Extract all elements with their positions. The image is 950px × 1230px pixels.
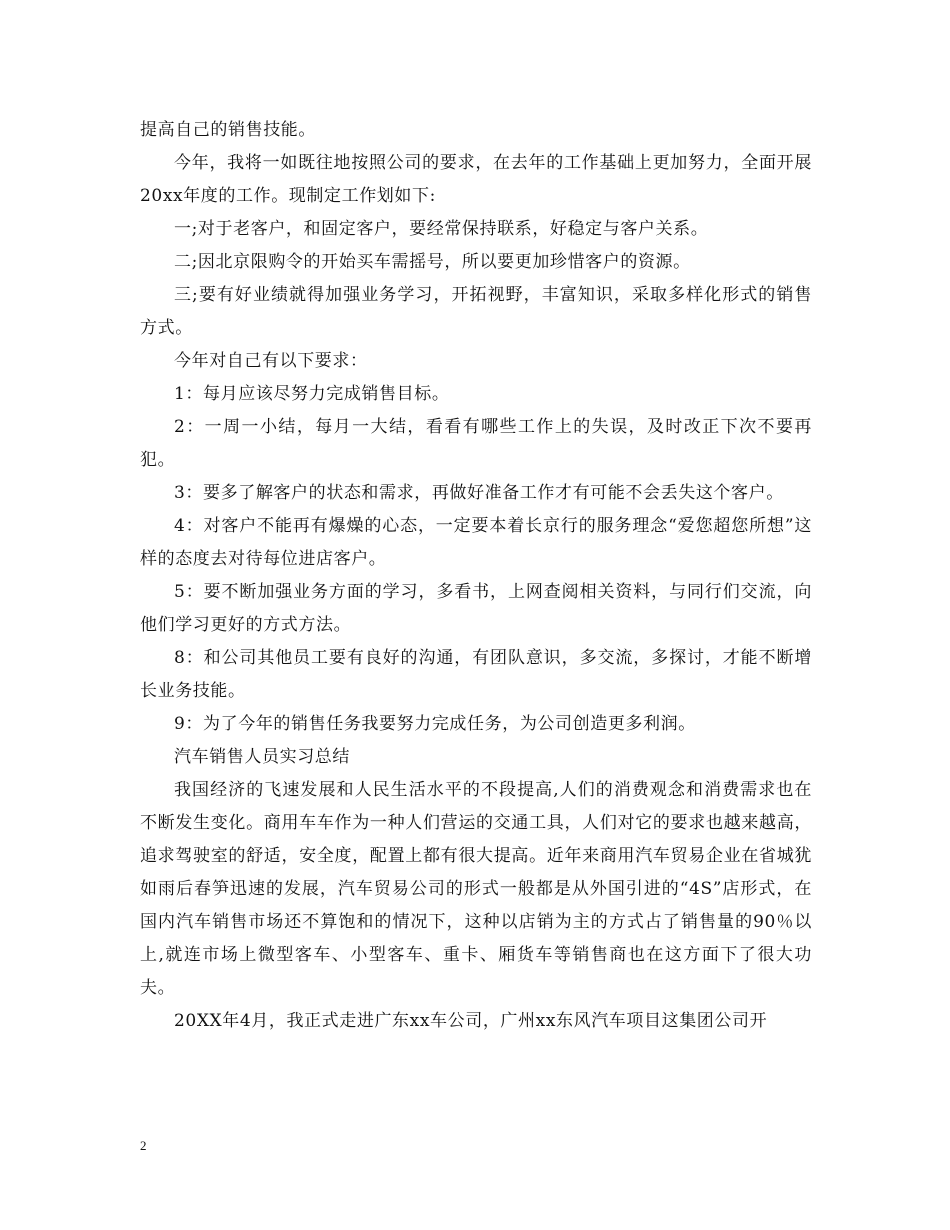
page-number: 2	[140, 1138, 147, 1153]
paragraph: 今年对自己有以下要求：	[174, 351, 368, 371]
paragraph: 3：要多了解客户的状态和需求，再做好准备工作才有可能不会丢失这个客户。	[174, 483, 784, 503]
paragraph: 提高自己的销售技能。	[140, 120, 316, 140]
paragraph: 5：要不断加强业务方面的学习，多看书，上网查阅相关资料，与同行们交流，向他们学习更好的方式方法。	[140, 582, 812, 635]
paragraph: 2：一周一小结，每月一大结，看看有哪些工作上的失误，及时改正下次不要再犯。	[140, 417, 812, 470]
paragraph: 我国经济的飞速发展和人民生活水平的不段提高,人们的消费观念和消费需求也在不断发生变化。商用车车作为一种人们营运的交通工具，人们对它的要求也越来越高，追求驾驶室的舒适，安全度，配置上都有很大提高。近年来商用汽车贸易企业在省城犹如雨后春笋迅速的发展，汽车贸易公司的形式一般都是从外国引进的“4S”店形式，在国内汽车销售市场还不算饱和的情况下，这种以店销为主的方式占了销售量的90％以上,就连市场上微型客车、小型客车、重卡、厢货车等销售商也在这方面下了很大功夫。	[140, 780, 812, 998]
paragraph: 今年，我将一如既往地按照公司的要求，在去年的工作基础上更加努力，全面开展20xx年度的工作。现制定工作划如下:	[140, 153, 812, 206]
document-body	[140, 114, 812, 1038]
paragraph: 20XX年4月，我正式走进广东xx车公司，广州xx东风汽车项目这集团公司开	[174, 1011, 768, 1031]
paragraph: 一;对于老客户，和固定客户，要经常保持联系，好稳定与客户关系。	[174, 219, 709, 239]
paragraph: 汽车销售人员实习总结	[174, 747, 350, 767]
paragraph: 三;要有好业绩就得加强业务学习，开拓视野，丰富知识，采取多样化形式的销售方式。	[140, 285, 812, 338]
paragraph: 4：对客户不能再有爆燥的心态，一定要本着长京行的服务理念“爱您超您所想”这样的态度去对待每位进店客户。	[140, 516, 812, 569]
paragraph: 9：为了今年的销售任务我要努力完成任务，为公司创造更多利润。	[174, 714, 696, 734]
paragraph: 二;因北京限购令的开始买车需摇号，所以要更加珍惜客户的资源。	[174, 252, 691, 272]
paragraph: 1：每月应该尽努力完成销售目标。	[174, 384, 450, 404]
paragraph: 8：和公司其他员工要有良好的沟通，有团队意识，多交流，多探讨，才能不断增长业务技能。	[140, 648, 812, 701]
